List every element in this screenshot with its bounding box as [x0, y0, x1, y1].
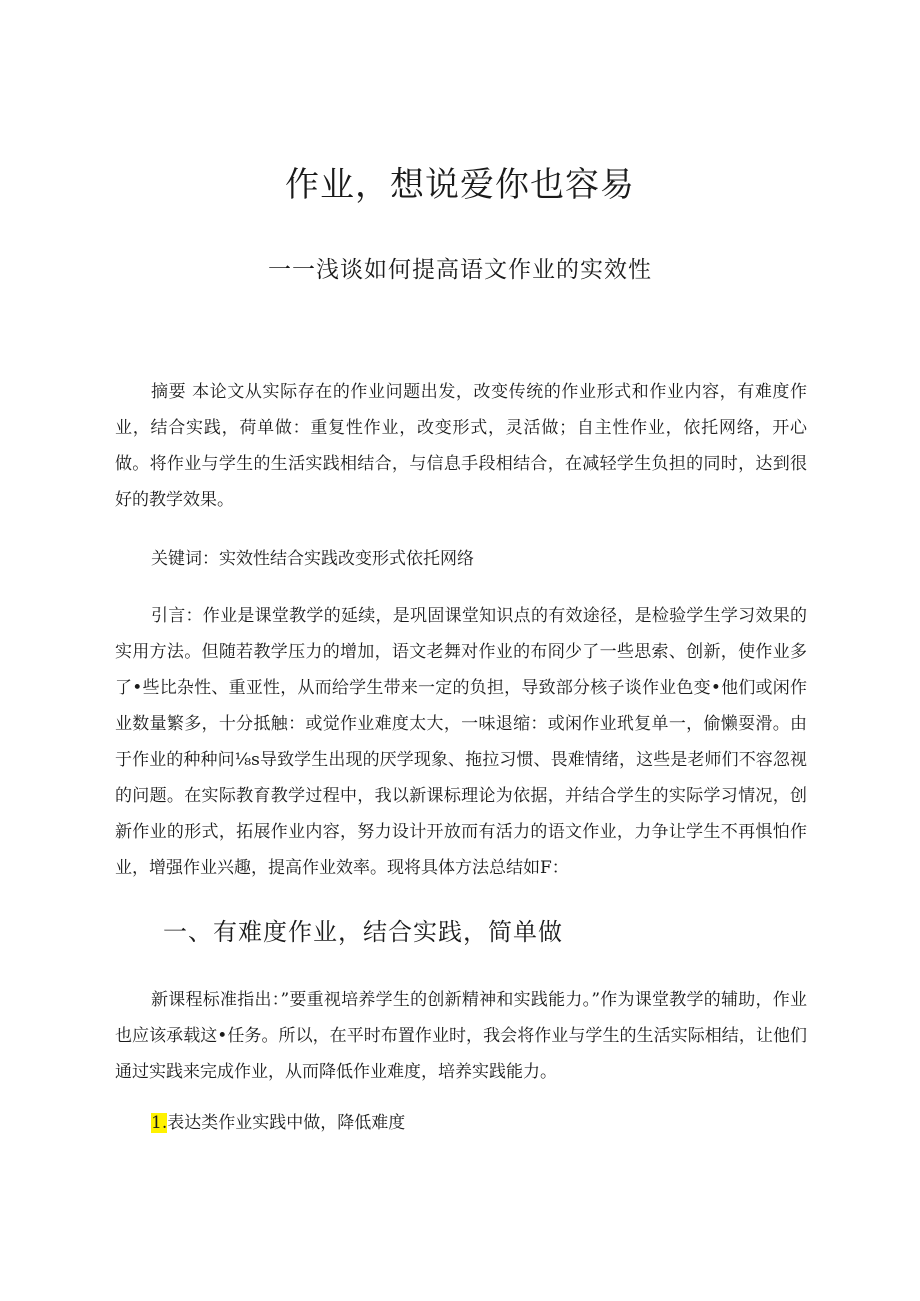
section-1-body: 新课程标准指出：”要重视培养学生的创新精神和实践能力。”作为课堂教学的辅助，作业也应该承载这•任务。所以，在平时布置作业时，我会将作业与学生的生活实际相结，让他们通过实践来完成作业，从而降低作业难度，培养实践能力。 — [115, 990, 807, 1082]
introduction-paragraph: 引言：作业是课堂教学的延续，是巩固课堂知识点的有效途径，是检验学生学习效果的实用方法。但随若教学压力的增加，语文老舞对作业的布冏少了一些思索、创新，使作业多了•些比杂性、重亚性，从而给学生带来一定的负担，导致部分核子谈作业色变•他们或闲作业数量繁多，十分抵触：或觉作业难度太大，一味退缩：或闲作业玳复单一，偷懒耍滑。由于作业的种种问⅛s导致学生出现的厌学现象、拖拉习惯、畏难情绪，这些是老师们不容忽视的问题。在实际教育教学过程中，我以新课标理论为依据，并结合学生的实际学习情况，创新作业的形式，拓展作业内容，努力设计开放而有活力的语文作业，力争让学生不再惧怕作业，增强作业兴趣，提高作业效率。现将具体方法总结如F： — [115, 606, 807, 878]
subsection-1-heading — [151, 1108, 405, 1138]
document-subtitle: 一一浅谈如何提高语文作业的实效性 — [268, 257, 652, 283]
keywords-paragraph: 关键词：实效性结合实践改变形式依托网络 — [151, 549, 474, 569]
subsection-title: 表达类作业实践中做，降低难度 — [167, 1113, 406, 1133]
subsection-number-highlight: 1. — [151, 1113, 168, 1133]
abstract-paragraph: 摘要 本论文从实际存在的作业问题出发，改变传统的作业形式和作业内容，有难度作业，结合实践，荷单做：重复性作业，改变形式，灵活做；自主性作业，依托网络，开心做。将作业与学生的生活实践相结合，与信息手段相结合，在减轻学生负担的同时，达到很好的教学效果。 — [115, 382, 807, 510]
document-title: 作业，想说爱你也容易 — [285, 165, 635, 205]
section-1-heading: 一、有难度作业，结合实践，简单做 — [163, 918, 563, 946]
